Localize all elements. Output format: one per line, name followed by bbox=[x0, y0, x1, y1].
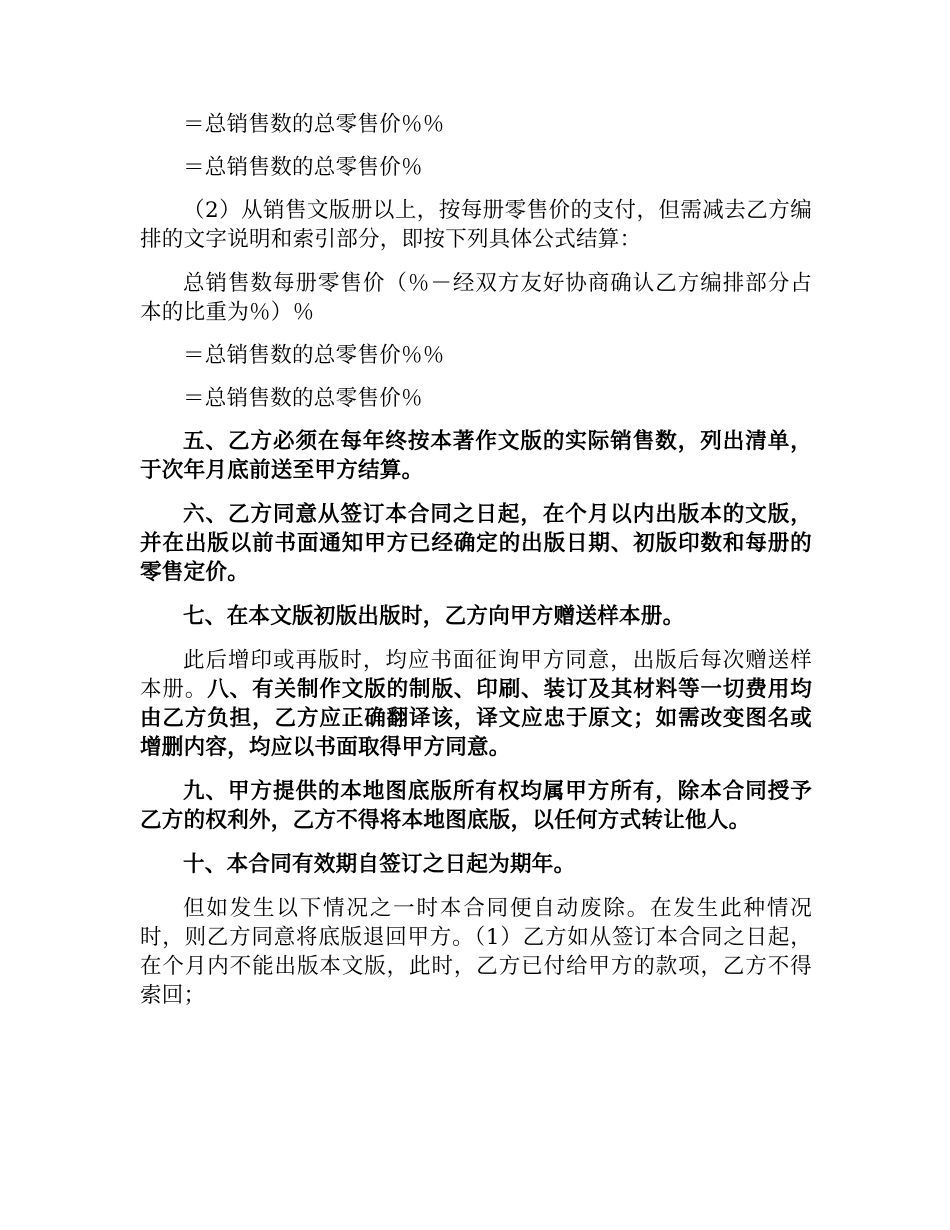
clause-7: 七、在本文版初版出版时，乙方向甲方赠送样本册。 bbox=[183, 604, 685, 629]
clause-8: 八、有关制作文版的制版、印刷、装订及其材料等一切费用均由乙方负担，乙方应正确翻译该，译文应忠于原文；如需改变图名或增删内容，均应以书面取得甲方同意。 bbox=[140, 677, 812, 760]
clause-4-item-2: （2）从销售文版册以上，按每册零售价的支付，但需减去乙方编排的文字说明和索引部分，即按下列具体公式结算： bbox=[140, 198, 812, 252]
formula-line-3: 总销售数每册零售价（％－经双方友好协商确认乙方编排部分占本的比重为％）％ bbox=[140, 271, 812, 325]
clause-7-continuation-text: 此后增印或再版时，均应书面征询甲方同意，出版后每次赠送样本册。 bbox=[140, 648, 812, 702]
clause-10-detail: 但如发生以下情况之一时本合同便自动废除。在发生此种情况时，则乙方同意将底版退回甲方。（1）乙方如从签订本合同之日起，在个月内不能出版本文版，此时，乙方已付给甲方的款项，乙方不得索回； bbox=[140, 896, 812, 1008]
formula-line-1: ＝总销售数的总零售价％％ bbox=[183, 112, 445, 137]
clause-9: 九、甲方提供的本地图底版所有权均属甲方所有，除本合同授予乙方的权利外，乙方不得将本地图底版，以任何方式转让他人。 bbox=[140, 779, 812, 833]
clause-5: 五、乙方必须在每年终按本著作文版的实际销售数，列出清单，于次年月底前送至甲方结算。 bbox=[140, 429, 812, 483]
clause-7-continuation bbox=[140, 646, 812, 762]
clause-6: 六、乙方同意从签订本合同之日起，在个月以内出版本的文版，并在出版以前书面通知甲方已经确定的出版日期、初版印数和每册的零售定价。 bbox=[140, 502, 812, 585]
document-page bbox=[140, 110, 812, 1025]
clause-10: 十、本合同有效期自签订之日起为期年。 bbox=[183, 852, 576, 877]
formula-line-5: ＝总销售数的总零售价％ bbox=[183, 386, 423, 411]
formula-line-4: ＝总销售数的总零售价％％ bbox=[183, 343, 445, 368]
formula-line-2: ＝总销售数的总零售价％ bbox=[183, 155, 423, 180]
